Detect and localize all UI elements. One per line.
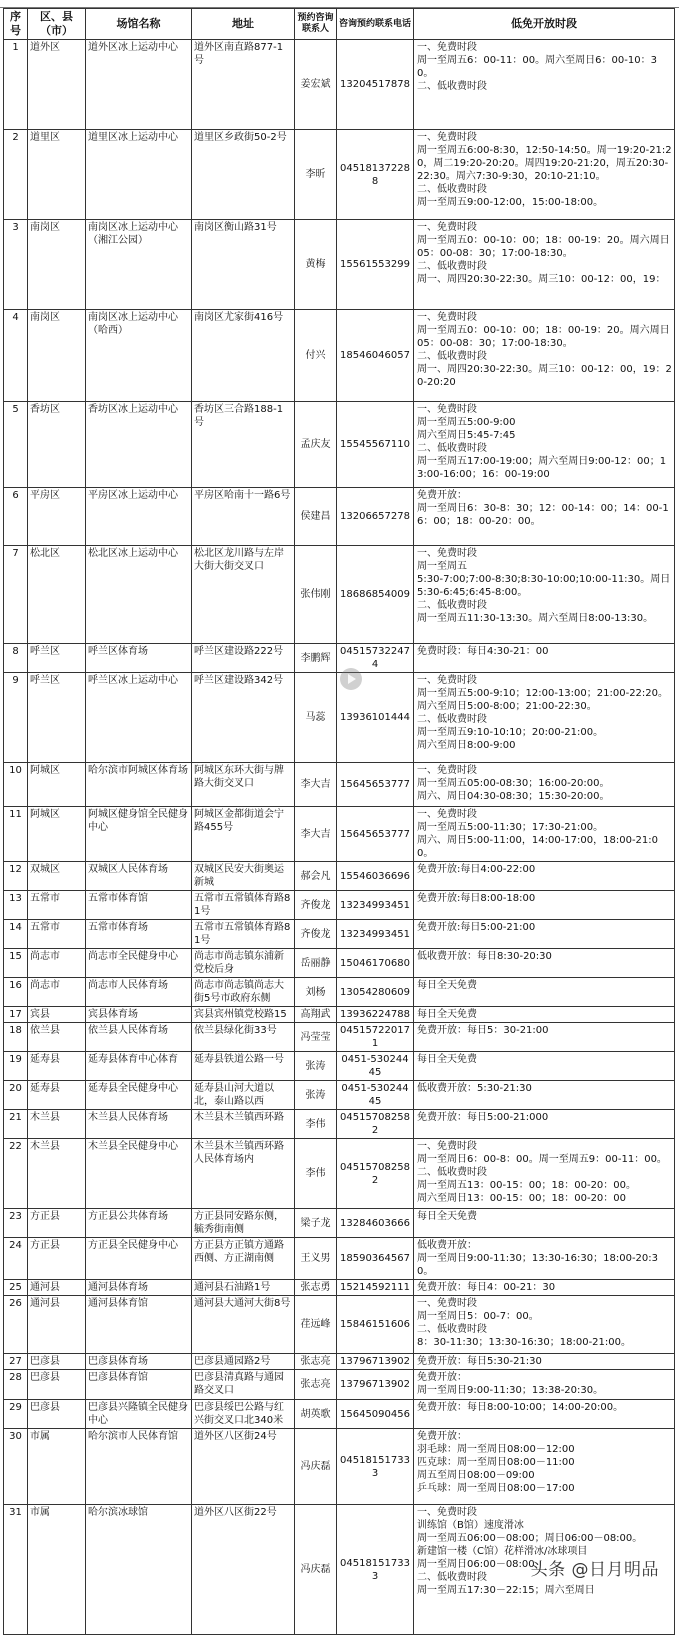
cell-contact: 孟庆友 — [295, 402, 337, 488]
table-row — [4, 220, 675, 310]
cell-venue: 五常市体育场 — [86, 920, 192, 949]
table-row — [4, 1023, 675, 1052]
venue-table — [3, 8, 675, 1635]
cell-contact: 高翔武 — [295, 1007, 337, 1023]
cell-phone: 0451-53024445 — [337, 1052, 414, 1081]
cell-contact: 齐俊龙 — [295, 891, 337, 920]
cell-venue: 五常市体育馆 — [86, 891, 192, 920]
table-row — [4, 1296, 675, 1354]
table-row — [4, 402, 675, 488]
cell-address: 木兰县木兰镇西环路人民体育场内 — [192, 1139, 295, 1209]
cell-venue: 哈尔滨冰球馆 — [86, 1505, 192, 1635]
cell-hours: 低收费开放：每日8:30-20:30 — [414, 949, 675, 978]
cell-no: 9 — [4, 673, 28, 763]
col-header-district: 区、县（市） — [28, 9, 86, 40]
cell-address: 木兰县木兰镇西环路 — [192, 1110, 295, 1139]
cell-phone: 15046170680 — [337, 949, 414, 978]
cell-district: 巴彦县 — [28, 1370, 86, 1400]
cell-venue: 南岗区冰上运动中心（哈西） — [86, 310, 192, 402]
cell-venue: 双城区人民体育场 — [86, 862, 192, 891]
cell-no: 13 — [4, 891, 28, 920]
cell-address: 南岗区尤家街416号 — [192, 310, 295, 402]
cell-venue: 木兰县人民体育场 — [86, 1110, 192, 1139]
cell-district: 呼兰区 — [28, 673, 86, 763]
cell-address: 五常市五常镇体育路81号 — [192, 920, 295, 949]
cell-hours: 低收费开放：5:30-21:30 — [414, 1081, 675, 1110]
cell-contact: 侯建昌 — [295, 488, 337, 546]
cell-phone: 18546046057 — [337, 310, 414, 402]
cell-address: 五常市五常镇体育路81号 — [192, 891, 295, 920]
cell-no: 30 — [4, 1429, 28, 1505]
cell-venue: 延寿县全民健身中心 — [86, 1081, 192, 1110]
cell-contact: 张志亮 — [295, 1370, 337, 1400]
cell-address: 宾县宾州镇党校路15 — [192, 1007, 295, 1023]
cell-venue: 南岗区冰上运动中心（湘江公园） — [86, 220, 192, 310]
cell-hours: 一、免费时段 周一至周五0：00-10：00；18：00-19：20。周六周日05：00-08：30；17:00-18:30。 二、低收费时段 周一、周四20:30-22:30。周三10：00-12：00，19：20-20:20 — [414, 310, 675, 402]
cell-district: 松北区 — [28, 546, 86, 644]
cell-contact: 冯庆磊 — [295, 1429, 337, 1505]
cell-venue: 通河县体育场 — [86, 1280, 192, 1296]
cell-phone: 15214592111 — [337, 1280, 414, 1296]
col-header-no: 序号 — [4, 9, 28, 40]
cell-venue: 哈尔滨市阿城区体育场 — [86, 763, 192, 807]
cell-no: 15 — [4, 949, 28, 978]
cell-district: 通河县 — [28, 1296, 86, 1354]
cell-phone: 15546036696 — [337, 862, 414, 891]
cell-hours: 低收费开放： 周一至周日9:00-11:30；13:30-16:30；18:00-20:30。 — [414, 1238, 675, 1280]
cell-no: 18 — [4, 1023, 28, 1052]
cell-contact: 李伟 — [295, 1139, 337, 1209]
cell-no: 8 — [4, 644, 28, 673]
cell-contact: 李大吉 — [295, 763, 337, 807]
table-row — [4, 644, 675, 673]
cell-hours: 免费开放：每日4：00-21：30 — [414, 1280, 675, 1296]
cell-district: 尚志市 — [28, 949, 86, 978]
cell-contact: 荏远峰 — [295, 1296, 337, 1354]
cell-phone: 045181372288 — [337, 130, 414, 220]
cell-contact: 张涛 — [295, 1081, 337, 1110]
cell-district: 五常市 — [28, 891, 86, 920]
cell-district: 香坊区 — [28, 402, 86, 488]
cell-address: 道外区八区街24号 — [192, 1429, 295, 1505]
cell-venue: 阿城区健身馆全民健身中心 — [86, 807, 192, 862]
cell-address: 呼兰区建设路222号 — [192, 644, 295, 673]
cell-phone: 15846151606 — [337, 1296, 414, 1354]
table-row — [4, 949, 675, 978]
cell-address: 香坊区三合路188-1号 — [192, 402, 295, 488]
cell-district: 道里区 — [28, 130, 86, 220]
cell-hours: 每日全天免费 — [414, 1052, 675, 1081]
col-header-phone: 咨询预约联系电话 — [337, 9, 414, 40]
cell-district: 五常市 — [28, 920, 86, 949]
cell-venue: 方正县全民健身中心 — [86, 1238, 192, 1280]
cell-hours: 一、免费时段 训练馆（B馆）速度滑冰 周一至周五06:00－08:00；周日06:00－08:00。 新建馆一楼（C馆）花样滑冰/冰球项目 周一至周日06:00－08:00 二、低收费时段 周一至周五17:30－22:15；周六至周日 — [414, 1505, 675, 1635]
cell-phone: 045157220171 — [337, 1023, 414, 1052]
cell-no: 2 — [4, 130, 28, 220]
cell-contact: 黄梅 — [295, 220, 337, 310]
table-row — [4, 1110, 675, 1139]
col-header-hours: 低免开放时段 — [414, 9, 675, 40]
cell-hours: 一、免费时段 周一至周五6：00-11：00。周六至周日6：00-10：30。 二、低收费时段 — [414, 40, 675, 130]
table-row — [4, 807, 675, 862]
cell-hours: 免费开放： 羽毛球：周一至周日08:00－12:00 匹克球：周一至周日08:00－11:00 周五至周日08:00－09:00 乒乓球：周一至周日08:00－17:00 — [414, 1429, 675, 1505]
cell-venue: 方正县公共体育场 — [86, 1209, 192, 1238]
cell-venue: 宾县体育场 — [86, 1007, 192, 1023]
cell-venue: 呼兰区体育场 — [86, 644, 192, 673]
cell-no: 19 — [4, 1052, 28, 1081]
cell-contact: 张涛 — [295, 1052, 337, 1081]
cell-contact: 齐俊龙 — [295, 920, 337, 949]
cell-no: 16 — [4, 978, 28, 1007]
cell-no: 5 — [4, 402, 28, 488]
cell-hours: 一、免费时段 周一至周五5:00-9:00 周六至周日5:45-7:45 二、低收费时段 周一至周五17:00-19:00；周六至周日9:00-12：00；13:00-16:00；16：00-19:00 — [414, 402, 675, 488]
cell-address: 通河县石油路1号 — [192, 1280, 295, 1296]
cell-district: 宾县 — [28, 1007, 86, 1023]
cell-hours: 免费开放：每日5：30-21:00 — [414, 1023, 675, 1052]
cell-phone: 13936224788 — [337, 1007, 414, 1023]
cell-district: 巴彦县 — [28, 1354, 86, 1370]
cell-contact: 刘杨 — [295, 978, 337, 1007]
table-header-row — [4, 9, 675, 40]
cell-address: 方正县同安路东侧，毓秀街南侧 — [192, 1209, 295, 1238]
cell-no: 25 — [4, 1280, 28, 1296]
cell-venue: 尚志市人民体育场 — [86, 978, 192, 1007]
cell-contact: 郝会凡 — [295, 862, 337, 891]
table-row — [4, 978, 675, 1007]
table-row — [4, 1354, 675, 1370]
cell-district: 道外区 — [28, 40, 86, 130]
cell-address: 双城区民安大街奥运新城 — [192, 862, 295, 891]
cell-no: 21 — [4, 1110, 28, 1139]
cell-venue: 通河县体育馆 — [86, 1296, 192, 1354]
cell-district: 延寿县 — [28, 1081, 86, 1110]
cell-address: 道外区八区街22号 — [192, 1505, 295, 1635]
cell-address: 延寿县山河大道以北，泰山路以西 — [192, 1081, 295, 1110]
cropped-header-strip — [0, 0, 679, 8]
cell-phone: 15545567110 — [337, 402, 414, 488]
cell-address: 巴彦县绥巴公路与红兴街交叉口北340米 — [192, 1400, 295, 1429]
table-row — [4, 1400, 675, 1429]
cell-district: 方正县 — [28, 1238, 86, 1280]
cell-no: 17 — [4, 1007, 28, 1023]
watermark: 头条 @日月明品 — [530, 1560, 659, 1580]
cell-address: 呼兰区建设路342号 — [192, 673, 295, 763]
cell-no: 3 — [4, 220, 28, 310]
cell-hours: 每日全天免费 — [414, 1007, 675, 1023]
cell-district: 市属 — [28, 1505, 86, 1635]
table-row — [4, 673, 675, 763]
cell-hours: 免费开放:每日4:00-22:00 — [414, 862, 675, 891]
cell-venue: 呼兰区冰上运动中心 — [86, 673, 192, 763]
cell-phone: 15561553299 — [337, 220, 414, 310]
cell-phone: 15645653777 — [337, 763, 414, 807]
cell-district: 尚志市 — [28, 978, 86, 1007]
cell-address: 尚志市尚志镇尚志大街5号市政府东侧 — [192, 978, 295, 1007]
cell-address: 阿城区金都街道会宁路455号 — [192, 807, 295, 862]
table-row — [4, 862, 675, 891]
table-row — [4, 1280, 675, 1296]
table-row — [4, 920, 675, 949]
cell-phone: 15645090456 — [337, 1400, 414, 1429]
cell-no: 26 — [4, 1296, 28, 1354]
cell-no: 11 — [4, 807, 28, 862]
cell-venue: 延寿县体育中心体育 — [86, 1052, 192, 1081]
cell-district: 阿城区 — [28, 763, 86, 807]
cell-no: 29 — [4, 1400, 28, 1429]
cell-venue: 哈尔滨市人民体育馆 — [86, 1429, 192, 1505]
col-header-contact: 预约咨询联系人 — [295, 9, 337, 40]
table-row — [4, 763, 675, 807]
cell-phone: 13284603666 — [337, 1209, 414, 1238]
table-row — [4, 1370, 675, 1400]
cell-venue: 松北区冰上运动中心 — [86, 546, 192, 644]
col-header-address: 地址 — [192, 9, 295, 40]
cell-hours: 免费开放：每日5:30-21:30 — [414, 1354, 675, 1370]
cell-district: 平房区 — [28, 488, 86, 546]
cell-address: 阿城区东环大街与牌路大街交叉口 — [192, 763, 295, 807]
table-row — [4, 1007, 675, 1023]
cell-hours: 一、免费时段 周一至周五 5:30-7:00;7:00-8:30;8:30-10:00;10:00-11:30。周日5:30-6:45;6:45-8:00。 二、低收费时段 周一至周五11:30-13:30。周六至周日8:00-13:30。 — [414, 546, 675, 644]
col-header-venue: 场馆名称 — [86, 9, 192, 40]
table-row — [4, 546, 675, 644]
cell-contact: 付兴 — [295, 310, 337, 402]
cell-hours: 免费开放:每日8:00-18:00 — [414, 891, 675, 920]
cell-contact: 李昕 — [295, 130, 337, 220]
cell-venue: 道里区冰上运动中心 — [86, 130, 192, 220]
cell-venue: 依兰县人民体育场 — [86, 1023, 192, 1052]
cell-no: 14 — [4, 920, 28, 949]
cell-hours: 一、免费时段 周一至周五05:00-08:30；16:00-20:00。 周六、周日04:30-08:30；15:30-20:00。 — [414, 763, 675, 807]
cell-phone: 13796713902 — [337, 1354, 414, 1370]
table-row — [4, 891, 675, 920]
cell-hours: 免费时段：每日4:30-21：00 — [414, 644, 675, 673]
cell-hours: 免费开放:每日5:00-21:00 — [414, 920, 675, 949]
cell-district: 呼兰区 — [28, 644, 86, 673]
cell-phone: 13234993451 — [337, 920, 414, 949]
cell-district: 通河县 — [28, 1280, 86, 1296]
table-row — [4, 40, 675, 130]
cell-hours: 免费开放：每日5:00-21:000 — [414, 1110, 675, 1139]
cell-venue: 巴彦县体育馆 — [86, 1370, 192, 1400]
cell-hours: 一、免费时段 周一至周五0：00-10：00；18：00-19：20。周六周日05：00-08：30；17:00-18:30。 二、低收费时段 周一、周四20:30-22:30。周三10：00-12：00，19： — [414, 220, 675, 310]
cell-phone: 18686854009 — [337, 546, 414, 644]
cell-contact: 张志勇 — [295, 1280, 337, 1296]
cell-hours: 一、免费时段 周一至周日6：00-8：00。周一至周五9：00-11：00。 二、低收费时段 周一至周五13：00-15：00；18：00-20：00。 周六至周日13：00-15：00；18：00-20：00 — [414, 1139, 675, 1209]
cell-no: 24 — [4, 1238, 28, 1280]
cell-no: 1 — [4, 40, 28, 130]
table-row — [4, 1429, 675, 1505]
cell-district: 木兰县 — [28, 1139, 86, 1209]
table-row — [4, 1139, 675, 1209]
cell-phone: 13054280609 — [337, 978, 414, 1007]
cell-contact: 李伟 — [295, 1110, 337, 1139]
cell-contact: 张伟刚 — [295, 546, 337, 644]
cell-no: 27 — [4, 1354, 28, 1370]
cell-no: 4 — [4, 310, 28, 402]
cell-no: 22 — [4, 1139, 28, 1209]
cell-phone: 045157082582 — [337, 1139, 414, 1209]
cell-no: 6 — [4, 488, 28, 546]
cell-hours: 一、免费时段 周一至周日5：00-7：00。 二、低收费时段 8：30-11:30；13:30-16:30；18:00-21:00。 — [414, 1296, 675, 1354]
cell-venue: 巴彦县兴隆镇全民健身中心 — [86, 1400, 192, 1429]
cell-contact: 梁子龙 — [295, 1209, 337, 1238]
cell-contact: 张志亮 — [295, 1354, 337, 1370]
cell-phone: 15645653777 — [337, 807, 414, 862]
cell-district: 市属 — [28, 1429, 86, 1505]
cell-no: 10 — [4, 763, 28, 807]
cell-hours: 免费开放： 周一至周日6：30-8：30；12：00-14：00；14：00-16：00；18：00-20：00。 — [414, 488, 675, 546]
cell-no: 31 — [4, 1505, 28, 1635]
cell-address: 方正县方正镇方通路西侧、方正湖南侧 — [192, 1238, 295, 1280]
cell-address: 延寿县铁道公路一号 — [192, 1052, 295, 1081]
cell-address: 平房区哈南十一路6号 — [192, 488, 295, 546]
cell-hours: 每日全天免费 — [414, 978, 675, 1007]
cell-district: 依兰县 — [28, 1023, 86, 1052]
cell-venue: 平房区冰上运动中心 — [86, 488, 192, 546]
cell-district: 延寿县 — [28, 1052, 86, 1081]
cell-venue: 道外区冰上运动中心 — [86, 40, 192, 130]
cell-venue: 巴彦县体育场 — [86, 1354, 192, 1370]
cell-phone: 13936101444 — [337, 673, 414, 763]
cell-contact: 李大吉 — [295, 807, 337, 862]
cell-address: 巴彦县清真路与通园路交叉口 — [192, 1370, 295, 1400]
cell-district: 巴彦县 — [28, 1400, 86, 1429]
table-row — [4, 1209, 675, 1238]
cell-phone: 045157322474 — [337, 644, 414, 673]
cell-contact: 王义男 — [295, 1238, 337, 1280]
cell-address: 松北区龙川路与左岸大街大街交叉口 — [192, 546, 295, 644]
cell-venue: 香坊区冰上运动中心 — [86, 402, 192, 488]
cell-no: 28 — [4, 1370, 28, 1400]
cell-hours: 免费开放： 周一至周日9:00-11:30；13:38-20:30。 — [414, 1370, 675, 1400]
cell-phone: 13796713902 — [337, 1370, 414, 1400]
cell-no: 7 — [4, 546, 28, 644]
cell-phone: 045181517333 — [337, 1429, 414, 1505]
cell-venue: 木兰县全民健身中心 — [86, 1139, 192, 1209]
cell-no: 23 — [4, 1209, 28, 1238]
cell-no: 20 — [4, 1081, 28, 1110]
table-row — [4, 310, 675, 402]
cell-address: 通河县大通河大街8号 — [192, 1296, 295, 1354]
cell-hours: 每日全天免费 — [414, 1209, 675, 1238]
cell-hours: 一、免费时段 周一至周五5:00-9:10；12:00-13:00；21:00-22:20。周六至周日5:00-8:00；21:00-22:30。 二、低收费时段 周一至周五9:10-10:10；20:00-21:00。 周六至周日8:00-9:00 — [414, 673, 675, 763]
video-play-icon[interactable] — [340, 668, 362, 690]
cell-district: 双城区 — [28, 862, 86, 891]
cell-hours: 一、免费时段 周一至周五5:00-11:30；17:30-21:00。 周六、周日5:00-11:00，14:00-17:00，18:00-21:00。 — [414, 807, 675, 862]
table-row — [4, 488, 675, 546]
cell-address: 南岗区衡山路31号 — [192, 220, 295, 310]
cell-contact: 胡英歌 — [295, 1400, 337, 1429]
cell-phone: 13234993451 — [337, 891, 414, 920]
cell-phone: 18590364567 — [337, 1238, 414, 1280]
cell-district: 南岗区 — [28, 220, 86, 310]
cell-phone: 045157082582 — [337, 1110, 414, 1139]
cell-address: 道外区南直路877-1号 — [192, 40, 295, 130]
cell-district: 南岗区 — [28, 310, 86, 402]
cell-contact: 姜宏斌 — [295, 40, 337, 130]
cell-phone: 045181517333 — [337, 1505, 414, 1635]
table-row — [4, 1238, 675, 1280]
cell-district: 方正县 — [28, 1209, 86, 1238]
table-row — [4, 130, 675, 220]
cell-contact: 冯庆磊 — [295, 1505, 337, 1635]
cell-venue: 尚志市全民健身中心 — [86, 949, 192, 978]
cell-contact: 李鹏辉 — [295, 644, 337, 673]
cell-address: 道里区乡政街50-2号 — [192, 130, 295, 220]
cell-contact: 马蕊 — [295, 673, 337, 763]
cell-hours: 一、免费时段 周一至周五6:00-8:30，12:50-14:50。周一19:20-21:20，周二19:20-20:20。周四19:20-21:20，周五20:30-22:30。周六7:30-9:30，20:10-21:10。 二、低收费时段 周一至周五9:00-12:00，15:00-18:00。 — [414, 130, 675, 220]
table-row — [4, 1081, 675, 1110]
cell-phone: 13204517878 — [337, 40, 414, 130]
cell-district: 木兰县 — [28, 1110, 86, 1139]
cell-address: 巴彦县通园路2号 — [192, 1354, 295, 1370]
cell-contact: 冯莹莹 — [295, 1023, 337, 1052]
cell-no: 12 — [4, 862, 28, 891]
cell-district: 阿城区 — [28, 807, 86, 862]
cell-contact: 岳丽静 — [295, 949, 337, 978]
table-row — [4, 1052, 675, 1081]
cell-phone: 0451-53024445 — [337, 1081, 414, 1110]
cell-address: 依兰县绿化街33号 — [192, 1023, 295, 1052]
cell-hours: 免费开放：每日8:00-10:00；14:00-20:00。 — [414, 1400, 675, 1429]
cell-address: 尚志市尚志镇东浦新党校后身 — [192, 949, 295, 978]
cell-phone: 13206657278 — [337, 488, 414, 546]
